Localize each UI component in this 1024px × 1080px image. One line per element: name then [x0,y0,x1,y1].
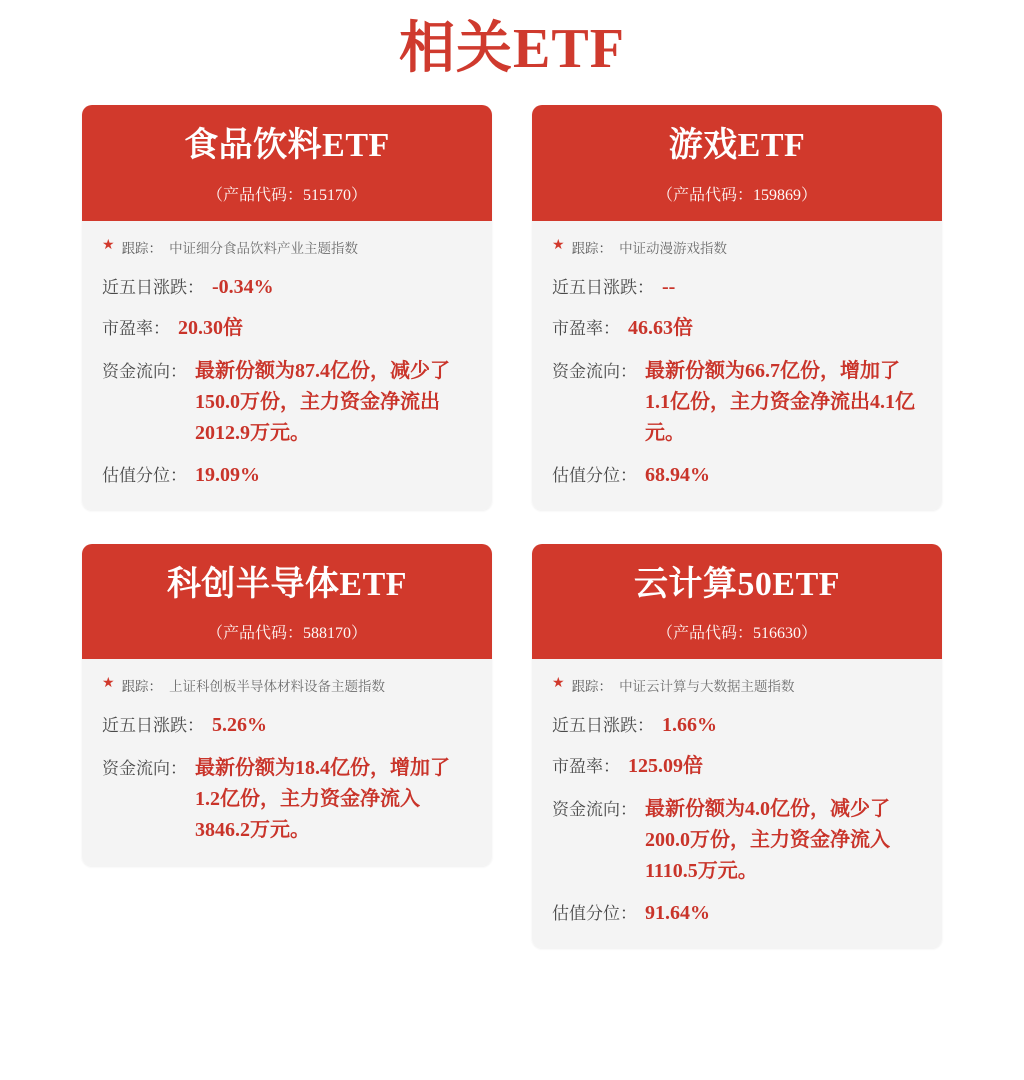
etf-card[interactable] [82,105,492,510]
etf-product-code [542,182,932,205]
etf-metric-row [552,889,922,930]
track-label: 跟踪： [571,679,613,695]
etf-metric-row [552,701,922,742]
etf-metric-row [102,451,472,492]
metric-value: 46.63倍 [628,316,693,339]
etf-name: 科创半导体ETF [166,565,408,603]
star-icon: ★ [102,676,115,692]
code-prefix: （产品代码： [206,625,303,643]
code-suffix: ） [801,625,818,643]
metric-label: 资金流向： [552,800,637,820]
etf-name: 游戏ETF [668,127,806,165]
etf-metric-row [102,263,472,304]
etf-track-row [552,237,922,263]
metric-value: 最新份额为66.7亿份，增加了1.1亿份，主力资金净流出4.1亿元。 [645,359,915,444]
star-icon: ★ [552,676,565,692]
etf-card-body [532,659,942,948]
etf-card[interactable] [82,544,492,867]
etf-card-header [532,544,942,660]
etf-card[interactable] [532,105,942,510]
track-label: 跟踪： [571,240,613,256]
etf-metric-row [102,701,472,742]
star-icon: ★ [552,237,565,253]
metric-label: 近五日涨跌： [552,277,654,297]
code-value: 588170 [303,625,351,643]
track-label: 跟踪： [121,240,163,256]
metric-label: 资金流向： [102,759,187,779]
metric-value: 125.09倍 [628,755,703,778]
etf-product-code [92,182,482,205]
metric-value: 5.26% [212,714,267,737]
metric-value: 68.94% [645,463,710,486]
metric-value: 1.66% [662,714,717,737]
etf-metric-row [552,451,922,492]
etf-metric-row [552,742,922,783]
etf-card-header [82,544,492,660]
metric-label: 近五日涨跌： [552,716,654,736]
star-icon: ★ [102,237,115,253]
metric-label: 市盈率： [552,757,620,777]
etf-card-grid [0,83,1024,948]
track-index-name: 中证云计算与大数据主题指数 [619,679,795,695]
metric-label: 资金流向： [102,361,187,381]
metric-label: 近五日涨跌： [102,277,204,297]
metric-label: 市盈率： [552,318,620,338]
track-index-name: 上证科创板半导体材料设备主题指数 [169,679,386,695]
code-prefix: （产品代码： [206,186,303,204]
etf-card-body [82,659,492,866]
metric-label: 近五日涨跌： [102,716,204,736]
etf-track-row [102,237,472,263]
etf-metric-row [552,783,922,889]
etf-metric-row [552,263,922,304]
track-index-name: 中证细分食品饮料产业主题指数 [169,240,359,256]
metric-value: -0.34% [212,275,274,298]
metric-label: 市盈率： [102,318,170,338]
code-value: 516630 [753,625,801,643]
etf-track-row [552,675,922,701]
metric-value: 20.30倍 [178,316,243,339]
code-prefix: （产品代码： [656,625,753,643]
track-index-name: 中证动漫游戏指数 [619,240,728,256]
metric-value: -- [662,275,676,298]
page-title: 相关ETF [399,18,625,80]
code-suffix: ） [351,186,368,204]
etf-card-header [82,105,492,221]
metric-label: 资金流向： [552,361,637,381]
etf-metric-row [102,345,472,451]
metric-label: 估值分位： [552,465,637,485]
metric-label: 估值分位： [552,904,637,924]
metric-value: 91.64% [645,902,710,925]
track-label: 跟踪： [121,679,163,695]
etf-metric-row [102,304,472,345]
etf-card[interactable] [532,544,942,949]
etf-metric-row [552,304,922,345]
metric-value: 最新份额为4.0亿份，减少了200.0万份，主力资金净流入1110.5万元。 [645,798,890,883]
etf-name: 食品饮料ETF [184,127,390,165]
metric-label: 估值分位： [102,465,187,485]
etf-track-row [102,675,472,701]
etf-card-header [532,105,942,221]
etf-metric-row [552,345,922,451]
code-value: 515170 [303,186,351,204]
code-prefix: （产品代码： [656,186,753,204]
code-suffix: ） [351,625,368,643]
metric-value: 最新份额为87.4亿份，减少了150.0万份，主力资金净流出2012.9万元。 [195,359,450,444]
etf-product-code [542,620,932,643]
metric-value: 19.09% [195,463,260,486]
code-value: 159869 [753,186,801,204]
etf-product-code [92,620,482,643]
etf-metric-row [102,742,472,848]
etf-card-body [532,221,942,510]
etf-card-body [82,221,492,510]
etf-name: 云计算50ETF [633,565,841,603]
code-suffix: ） [801,186,818,204]
metric-value: 最新份额为18.4亿份，增加了1.2亿份，主力资金净流入3846.2万元。 [195,757,450,842]
